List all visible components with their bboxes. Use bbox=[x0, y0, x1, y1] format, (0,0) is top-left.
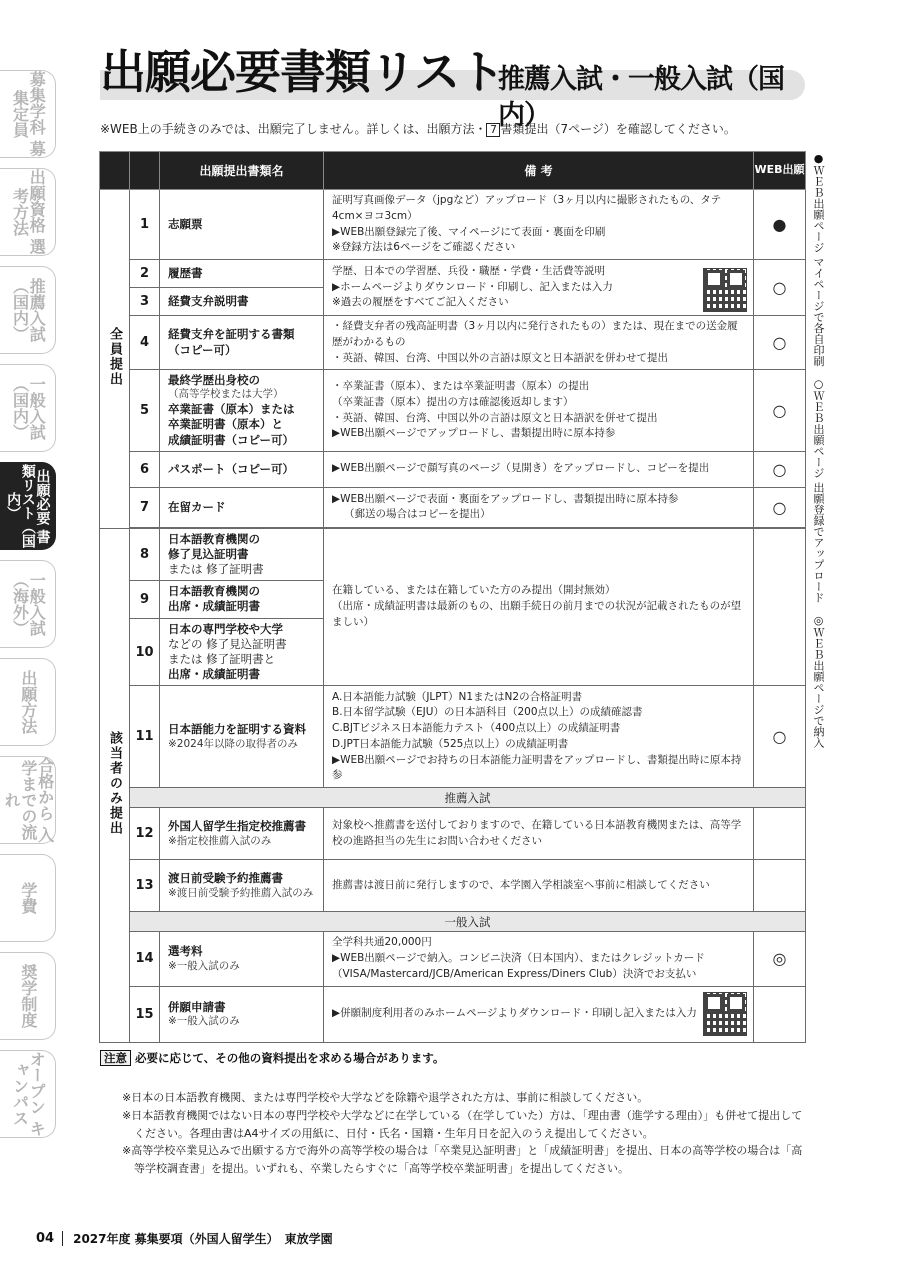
page-ref-box: 7 bbox=[486, 123, 500, 137]
table-row: 13 渡日前受験予約推薦書 ※渡日前受験予約推薦入試のみ 推薦書は渡日前に発行しますので、本学園入学相談室へ事前に相談してください bbox=[100, 860, 806, 912]
tab-scholarship[interactable]: 奨学制度 bbox=[0, 952, 56, 1040]
table-row: 14 選考料 ※一般入試のみ 全学科共通20,000円 ▶WEB出願ページで納入。コンビニ決済（日本国内）、またはクレジットカード（VISA/Mastercard/JCB/American Express/Diners Club）決済でお支払い ◎ bbox=[100, 932, 806, 986]
table-row: 10 日本の専門学校や大学 などの 修了見込証明書 または 修了証明書と 出席・成績証明書 bbox=[100, 618, 806, 686]
table-row: 4 経費支弁を証明する書類（コピー可） ・経費支弁者の残高証明書（3ヶ月以内に発行されたもの）または、現在までの送金履歴がわかるもの ・英語、韓国、台湾、中国以外の言語は原文と日本語訳を併わせて提出 ○ bbox=[100, 316, 806, 370]
page-title: 出願必要書類リスト bbox=[100, 45, 505, 99]
web-mark: ○ bbox=[754, 316, 806, 370]
caution-note: 注意 必要に応じて、その他の資料提出を求める場合があります。 bbox=[100, 1050, 444, 1066]
tab-ippan-overseas[interactable]: 一般入試（海外） bbox=[0, 560, 56, 648]
web-mark: ○ bbox=[754, 370, 806, 452]
table-row: 2 履歴書 学歴、日本での学習歴、兵役・職歴・学費・生活費等説明 ▶ホームページよりダウンロード・印刷し、記入または入力 ※過去の履歴をすべてご記入ください ○ bbox=[100, 260, 806, 288]
footnote: ※日本の日本語教育機関、または専門学校や大学などを除籍や退学された方は、事前に相談してください。 bbox=[122, 1091, 649, 1104]
tab-tuition[interactable]: 学費 bbox=[0, 854, 56, 942]
footnote: ※日本語教育機関ではない日本の専門学校や大学などに在学している（在学していた）方は、「理由書（進学する理由）」も併せて提出してください。各理由書はA4サイズの用紙に、日付・氏名・国籍・生年月日を記入のうえ提出してください。 bbox=[122, 1108, 803, 1140]
table-row: 全員提出 1 志願票 証明写真画像データ（jpgなど）アップロード（3ヶ月以内に撮影されたもの、タテ4cm×ヨコ3cm） ▶WEB出願登録完了後、マイページにて表面・裏面を印刷 ※登録方法は6ページをご確認ください ● bbox=[100, 190, 806, 260]
subhead-row: 一般入試 bbox=[100, 912, 806, 932]
page-subtitle: 推薦入試・一般入試（国内） bbox=[498, 64, 784, 131]
required-documents-table bbox=[99, 151, 806, 1043]
table-row: 5 最終学歴出身校の （高等学校または大学） 卒業証書（原本）または 卒業証明書（原本）と 成績証明書（コピー可） ・卒業証書（原本）、または卒業証明書（原本）の提出 （卒業証書（原本）提出の方は確認後返却します） ・英語、韓国、台湾、中国以外の言語は原文と日本語訳を併せて提出 ▶WEB出願ページでアップロードし、書類提出時に原本持参 ○ bbox=[100, 370, 806, 452]
footnote: ※高等学校卒業見込みで出願する方で海外の高等学校の場合は「卒業見込証明書」と「成績証明書」を提出、日本の高等学校の場合は「高等学校調査書」を提出。いずれも、卒業したらすぐに「高等学校卒業証明書」を提出してください。 bbox=[122, 1144, 803, 1176]
table-row: 9 日本語教育機関の 出席・成績証明書 bbox=[100, 581, 806, 618]
table-row: 12 外国人留学生指定校推薦書 ※指定校推薦入試のみ 対象校へ推薦書を送付しておりますので、在籍している日本語教育機関または、高等学校の進路担当の先生にお問い合わせください bbox=[100, 808, 806, 860]
tab-admission-flow[interactable]: 合格から 入学までの流れ bbox=[0, 756, 56, 844]
qr-code-icon[interactable] bbox=[703, 992, 747, 1036]
footnotes bbox=[122, 1089, 812, 1178]
table-row: 3 経費支弁説明書 bbox=[100, 288, 806, 316]
web-mark: ● bbox=[754, 190, 806, 260]
web-mark: ○ bbox=[754, 686, 806, 788]
tab-document-list[interactable]: 出願必要 書類リスト（国内） bbox=[0, 462, 56, 550]
header-web: WEB出願 bbox=[754, 152, 806, 190]
web-notice: ※WEB上の手続きのみでは、出願完了しません。詳しくは、出願方法・ 7 書類提出（7ページ）を確認してください。 bbox=[100, 122, 736, 136]
tab-ippan-domestic[interactable]: 一般入試（国内） bbox=[0, 364, 56, 452]
table-row: 11 日本語能力を証明する資料 ※2024年以降の取得者のみ A.日本語能力試験（JLPT）N1またはN2の合格証明書 B.日本留学試験（EJU）の日本語科目（200点以上）の成績確認書 C.BJTビジネス日本語能力テスト（400点以上）の成績証明書 D.JPT日本語能力試験（525点以上）の成績証明書 ▶WEB出願ページでお持ちの日本語能力証明書をアップロードし、書類提出時に原本持参 ○ bbox=[100, 686, 806, 788]
table-header-row bbox=[100, 152, 806, 190]
web-mark-legend: ●ＷＥＢ出願ページ マイページで各自印刷 ○ＷＥＢ出願ページ 出願登録でアップロード ◎ＷＥＢ出願ページで納入 bbox=[812, 152, 825, 748]
page-number: 04 bbox=[36, 1231, 63, 1246]
page-footer bbox=[36, 1230, 333, 1247]
tab-eligibility[interactable]: 出願資格 選考方法 bbox=[0, 168, 56, 256]
table-row: 該当者のみ提出 8 日本語教育機関の 修了見込証明書 または 修了証明書 在籍している、または在籍していた方のみ提出（開封無効） （出席・成績証明書は最新のもの、出願手続日の前月までの状況が記載されたものが望ましい） bbox=[100, 528, 806, 581]
qr-code-icon[interactable] bbox=[703, 268, 747, 312]
subhead-row: 推薦入試 bbox=[100, 788, 806, 808]
table-row: 6 パスポート（コピー可） ▶WEB出願ページで顔写真のページ（見開き）をアップロードし、コピーを提出 ○ bbox=[100, 451, 806, 487]
tab-application-method[interactable]: 出願方法 bbox=[0, 658, 56, 746]
table-row: 15 併願申請書 ※一般入試のみ ▶併願制度利用者のみホームページよりダウンロード・印刷し記入または入力 bbox=[100, 986, 806, 1042]
header-doc-name: 出願提出書類名 bbox=[160, 152, 324, 190]
web-mark: ○ bbox=[754, 487, 806, 527]
footer-text: 2027年度 募集要項（外国人留学生） 東放学園 bbox=[73, 1232, 333, 1246]
header-remarks: 備 考 bbox=[324, 152, 754, 190]
tab-open-campus[interactable]: オープン キャンパス bbox=[0, 1050, 56, 1138]
tab-recruitment[interactable]: 募集学科 募集定員 bbox=[0, 70, 56, 158]
group-applicable: 該当者のみ提出 bbox=[100, 528, 130, 1042]
web-mark: ○ bbox=[754, 260, 806, 316]
web-mark: ◎ bbox=[754, 932, 806, 986]
group-all: 全員提出 bbox=[100, 190, 130, 529]
caution-tag: 注意 bbox=[100, 1050, 131, 1066]
web-mark: ○ bbox=[754, 451, 806, 487]
table-row: 7 在留カード ▶WEB出願ページで表面・裏面をアップロードし、書類提出時に原本持参 （郵送の場合はコピーを提出） ○ bbox=[100, 487, 806, 527]
tab-suisen-domestic[interactable]: 推薦入試（国内） bbox=[0, 266, 56, 354]
